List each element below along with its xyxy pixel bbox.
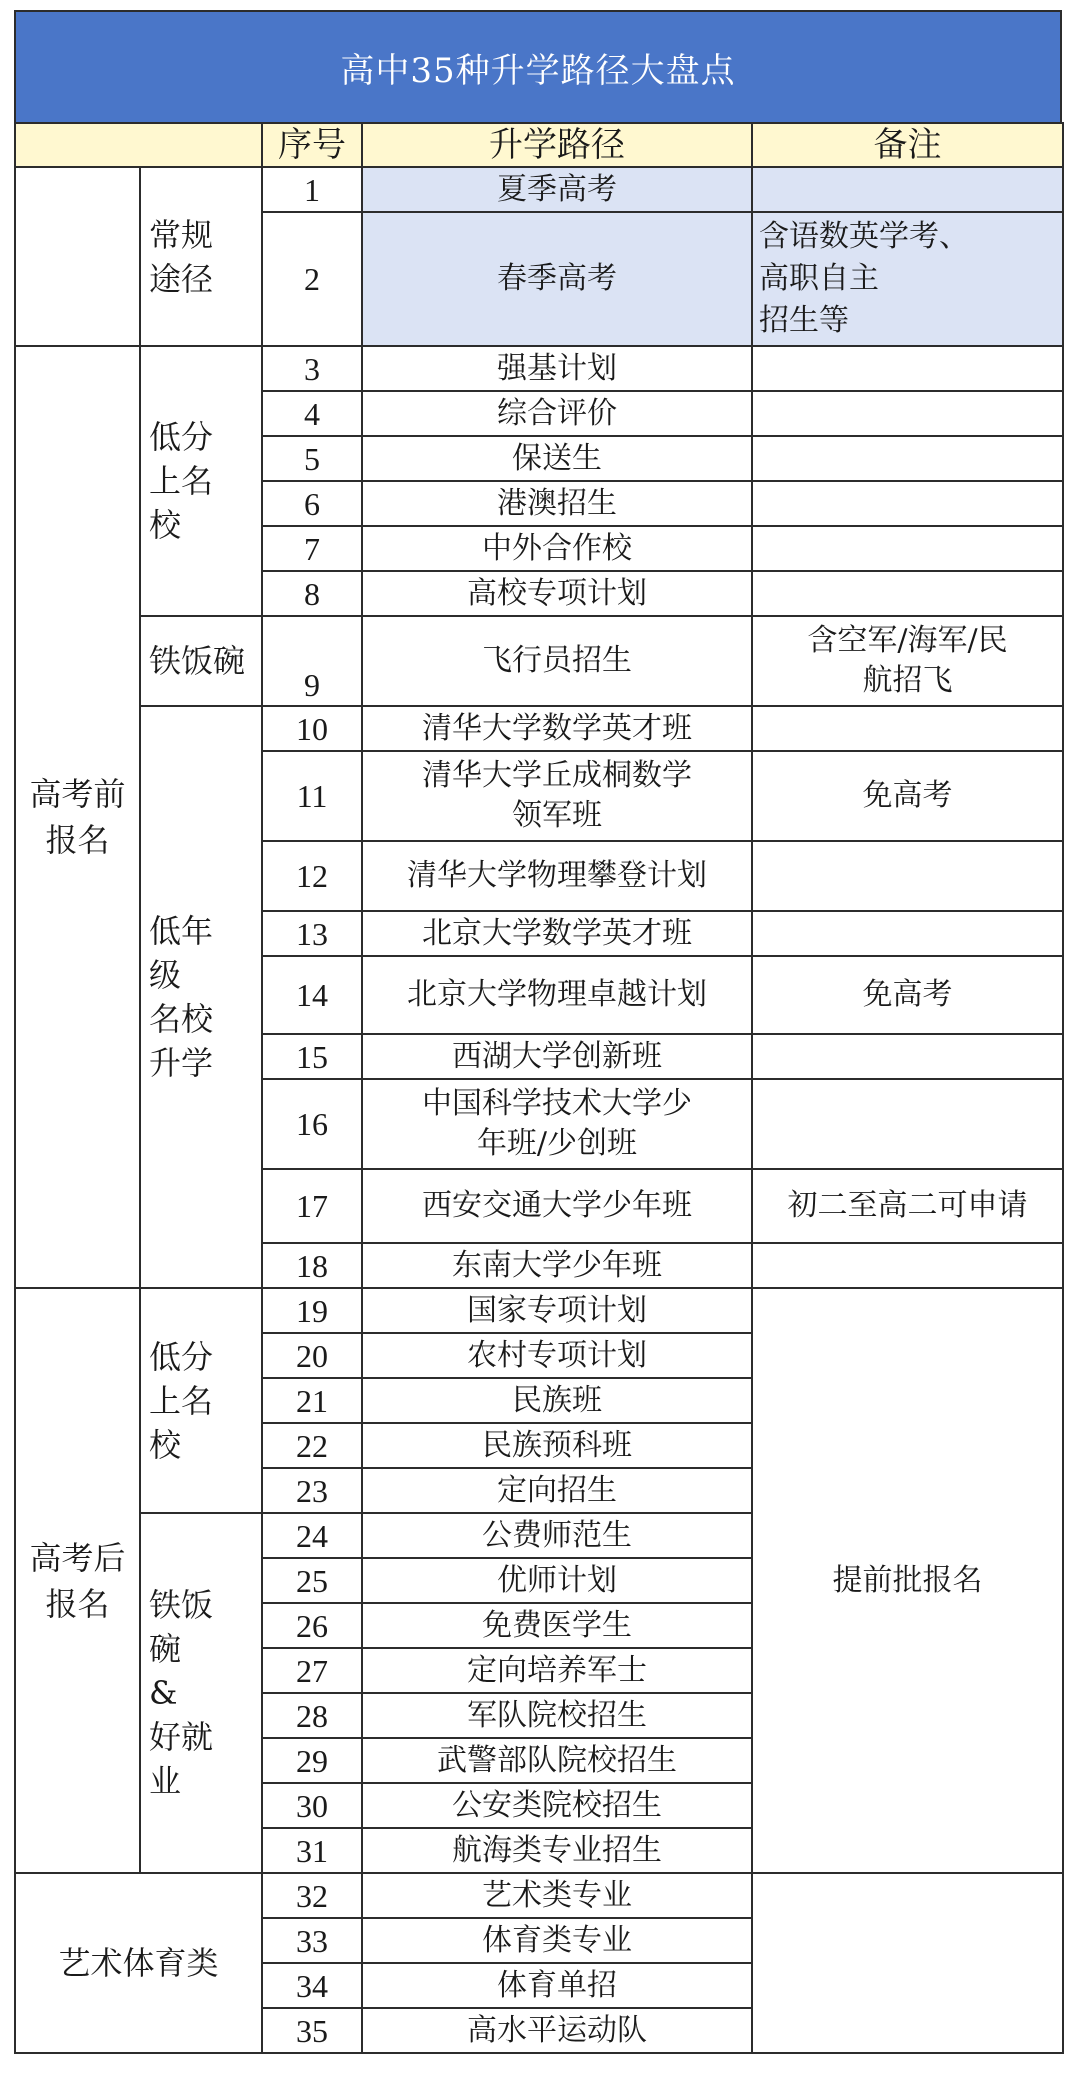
row-path: 公费师范生 — [362, 1513, 752, 1558]
row-path: 春季高考 — [362, 212, 752, 346]
table-sheet — [14, 10, 1062, 2054]
row-index: 4 — [262, 391, 362, 436]
row-note — [752, 841, 1063, 911]
row-index: 19 — [262, 1288, 362, 1333]
row-path: 艺术类专业 — [362, 1873, 752, 1918]
row-path: 农村专项计划 — [362, 1333, 752, 1378]
row-path: 免费医学生 — [362, 1603, 752, 1648]
row-note — [752, 1079, 1063, 1169]
row-note: 初二至高二可申请 — [752, 1169, 1063, 1243]
row-index: 9 — [262, 616, 362, 706]
row-index: 6 — [262, 481, 362, 526]
row-note — [752, 436, 1063, 481]
row-note — [752, 1243, 1063, 1288]
row-path: 定向培养军士 — [362, 1648, 752, 1693]
row-index: 16 — [262, 1079, 362, 1169]
row-index: 14 — [262, 956, 362, 1034]
row-index: 10 — [262, 706, 362, 751]
note-early-batch: 提前批报名 — [752, 1288, 1063, 1873]
note-art-sports — [752, 1873, 1063, 2053]
row-path: 清华大学物理攀登计划 — [362, 841, 752, 911]
table-row — [15, 616, 1063, 706]
row-path: 体育单招 — [362, 1963, 752, 2008]
row-note: 含空军/海军/民 航招飞 — [752, 616, 1063, 706]
row-path: 国家专项计划 — [362, 1288, 752, 1333]
row-index: 13 — [262, 911, 362, 956]
row-path: 清华大学数学英才班 — [362, 706, 752, 751]
row-path: 高水平运动队 — [362, 2008, 752, 2053]
row-index: 29 — [262, 1738, 362, 1783]
row-index: 26 — [262, 1603, 362, 1648]
row-index: 21 — [262, 1378, 362, 1423]
row-note: 免高考 — [752, 751, 1063, 841]
row-index: 7 — [262, 526, 362, 571]
subgroup-young-grade: 低年 级 名校 升学 — [140, 706, 262, 1288]
row-index: 2 — [262, 212, 362, 346]
row-note — [752, 346, 1063, 391]
row-index: 12 — [262, 841, 362, 911]
row-note — [752, 1034, 1063, 1079]
row-note — [752, 167, 1063, 212]
row-note — [752, 571, 1063, 616]
row-path: 飞行员招生 — [362, 616, 752, 706]
group-after-exam: 高考后 报名 — [15, 1288, 140, 1873]
row-index: 18 — [262, 1243, 362, 1288]
row-index: 1 — [262, 167, 362, 212]
row-index: 30 — [262, 1783, 362, 1828]
row-path: 定向招生 — [362, 1468, 752, 1513]
row-note — [752, 911, 1063, 956]
row-path: 清华大学丘成桐数学 领军班 — [362, 751, 752, 841]
group-regular-label — [15, 167, 140, 346]
row-path: 北京大学数学英才班 — [362, 911, 752, 956]
row-index: 24 — [262, 1513, 362, 1558]
row-index: 34 — [262, 1963, 362, 2008]
table-row — [15, 1873, 1063, 1918]
row-index: 28 — [262, 1693, 362, 1738]
row-index: 3 — [262, 346, 362, 391]
row-path: 北京大学物理卓越计划 — [362, 956, 752, 1034]
row-index: 25 — [262, 1558, 362, 1603]
row-index: 35 — [262, 2008, 362, 2053]
row-path: 西安交通大学少年班 — [362, 1169, 752, 1243]
row-index: 11 — [262, 751, 362, 841]
paths-table — [14, 122, 1064, 2054]
subgroup-lowscore-2: 低分 上名 校 — [140, 1288, 262, 1513]
row-path: 中国科学技术大学少 年班/少创班 — [362, 1079, 752, 1169]
row-path: 中外合作校 — [362, 526, 752, 571]
row-path: 优师计划 — [362, 1558, 752, 1603]
table-row — [15, 1288, 1063, 1333]
table-title: 高中35种升学路径大盘点 — [14, 10, 1062, 122]
row-path: 综合评价 — [362, 391, 752, 436]
row-path: 体育类专业 — [362, 1918, 752, 1963]
row-index: 17 — [262, 1169, 362, 1243]
row-path: 民族预科班 — [362, 1423, 752, 1468]
table-row — [15, 167, 1063, 212]
row-path: 民族班 — [362, 1378, 752, 1423]
row-path: 港澳招生 — [362, 481, 752, 526]
group-before-exam: 高考前 报名 — [15, 346, 140, 1288]
row-note — [752, 706, 1063, 751]
subgroup-regular: 常规 途径 — [140, 167, 262, 346]
row-index: 31 — [262, 1828, 362, 1873]
row-index: 20 — [262, 1333, 362, 1378]
row-index: 32 — [262, 1873, 362, 1918]
row-note — [752, 526, 1063, 571]
row-note: 免高考 — [752, 956, 1063, 1034]
row-path: 东南大学少年班 — [362, 1243, 752, 1288]
row-path: 西湖大学创新班 — [362, 1034, 752, 1079]
subgroup-lowscore-1: 低分 上名 校 — [140, 346, 262, 616]
subgroup-iron-bowl-2: 铁饭 碗 & 好就 业 — [140, 1513, 262, 1873]
row-path: 武警部队院校招生 — [362, 1738, 752, 1783]
subgroup-iron-bowl-1: 铁饭碗 — [140, 616, 262, 706]
row-path: 高校专项计划 — [362, 571, 752, 616]
row-index: 8 — [262, 571, 362, 616]
row-index: 15 — [262, 1034, 362, 1079]
table-row — [15, 346, 1063, 391]
row-index: 27 — [262, 1648, 362, 1693]
row-index: 5 — [262, 436, 362, 481]
row-index: 22 — [262, 1423, 362, 1468]
table-row — [15, 706, 1063, 751]
header-index: 序号 — [262, 123, 362, 167]
group-art-sports: 艺术体育类 — [15, 1873, 262, 2053]
row-index: 23 — [262, 1468, 362, 1513]
row-note — [752, 481, 1063, 526]
row-index: 33 — [262, 1918, 362, 1963]
header-row — [15, 123, 1063, 167]
row-path: 夏季高考 — [362, 167, 752, 212]
row-path: 公安类院校招生 — [362, 1783, 752, 1828]
row-path: 强基计划 — [362, 346, 752, 391]
row-path: 保送生 — [362, 436, 752, 481]
row-path: 航海类专业招生 — [362, 1828, 752, 1873]
header-path: 升学路径 — [362, 123, 752, 167]
row-note: 含语数英学考、 高职自主 招生等 — [752, 212, 1063, 346]
header-note: 备注 — [752, 123, 1063, 167]
header-blank — [15, 123, 262, 167]
row-path: 军队院校招生 — [362, 1693, 752, 1738]
row-note — [752, 391, 1063, 436]
